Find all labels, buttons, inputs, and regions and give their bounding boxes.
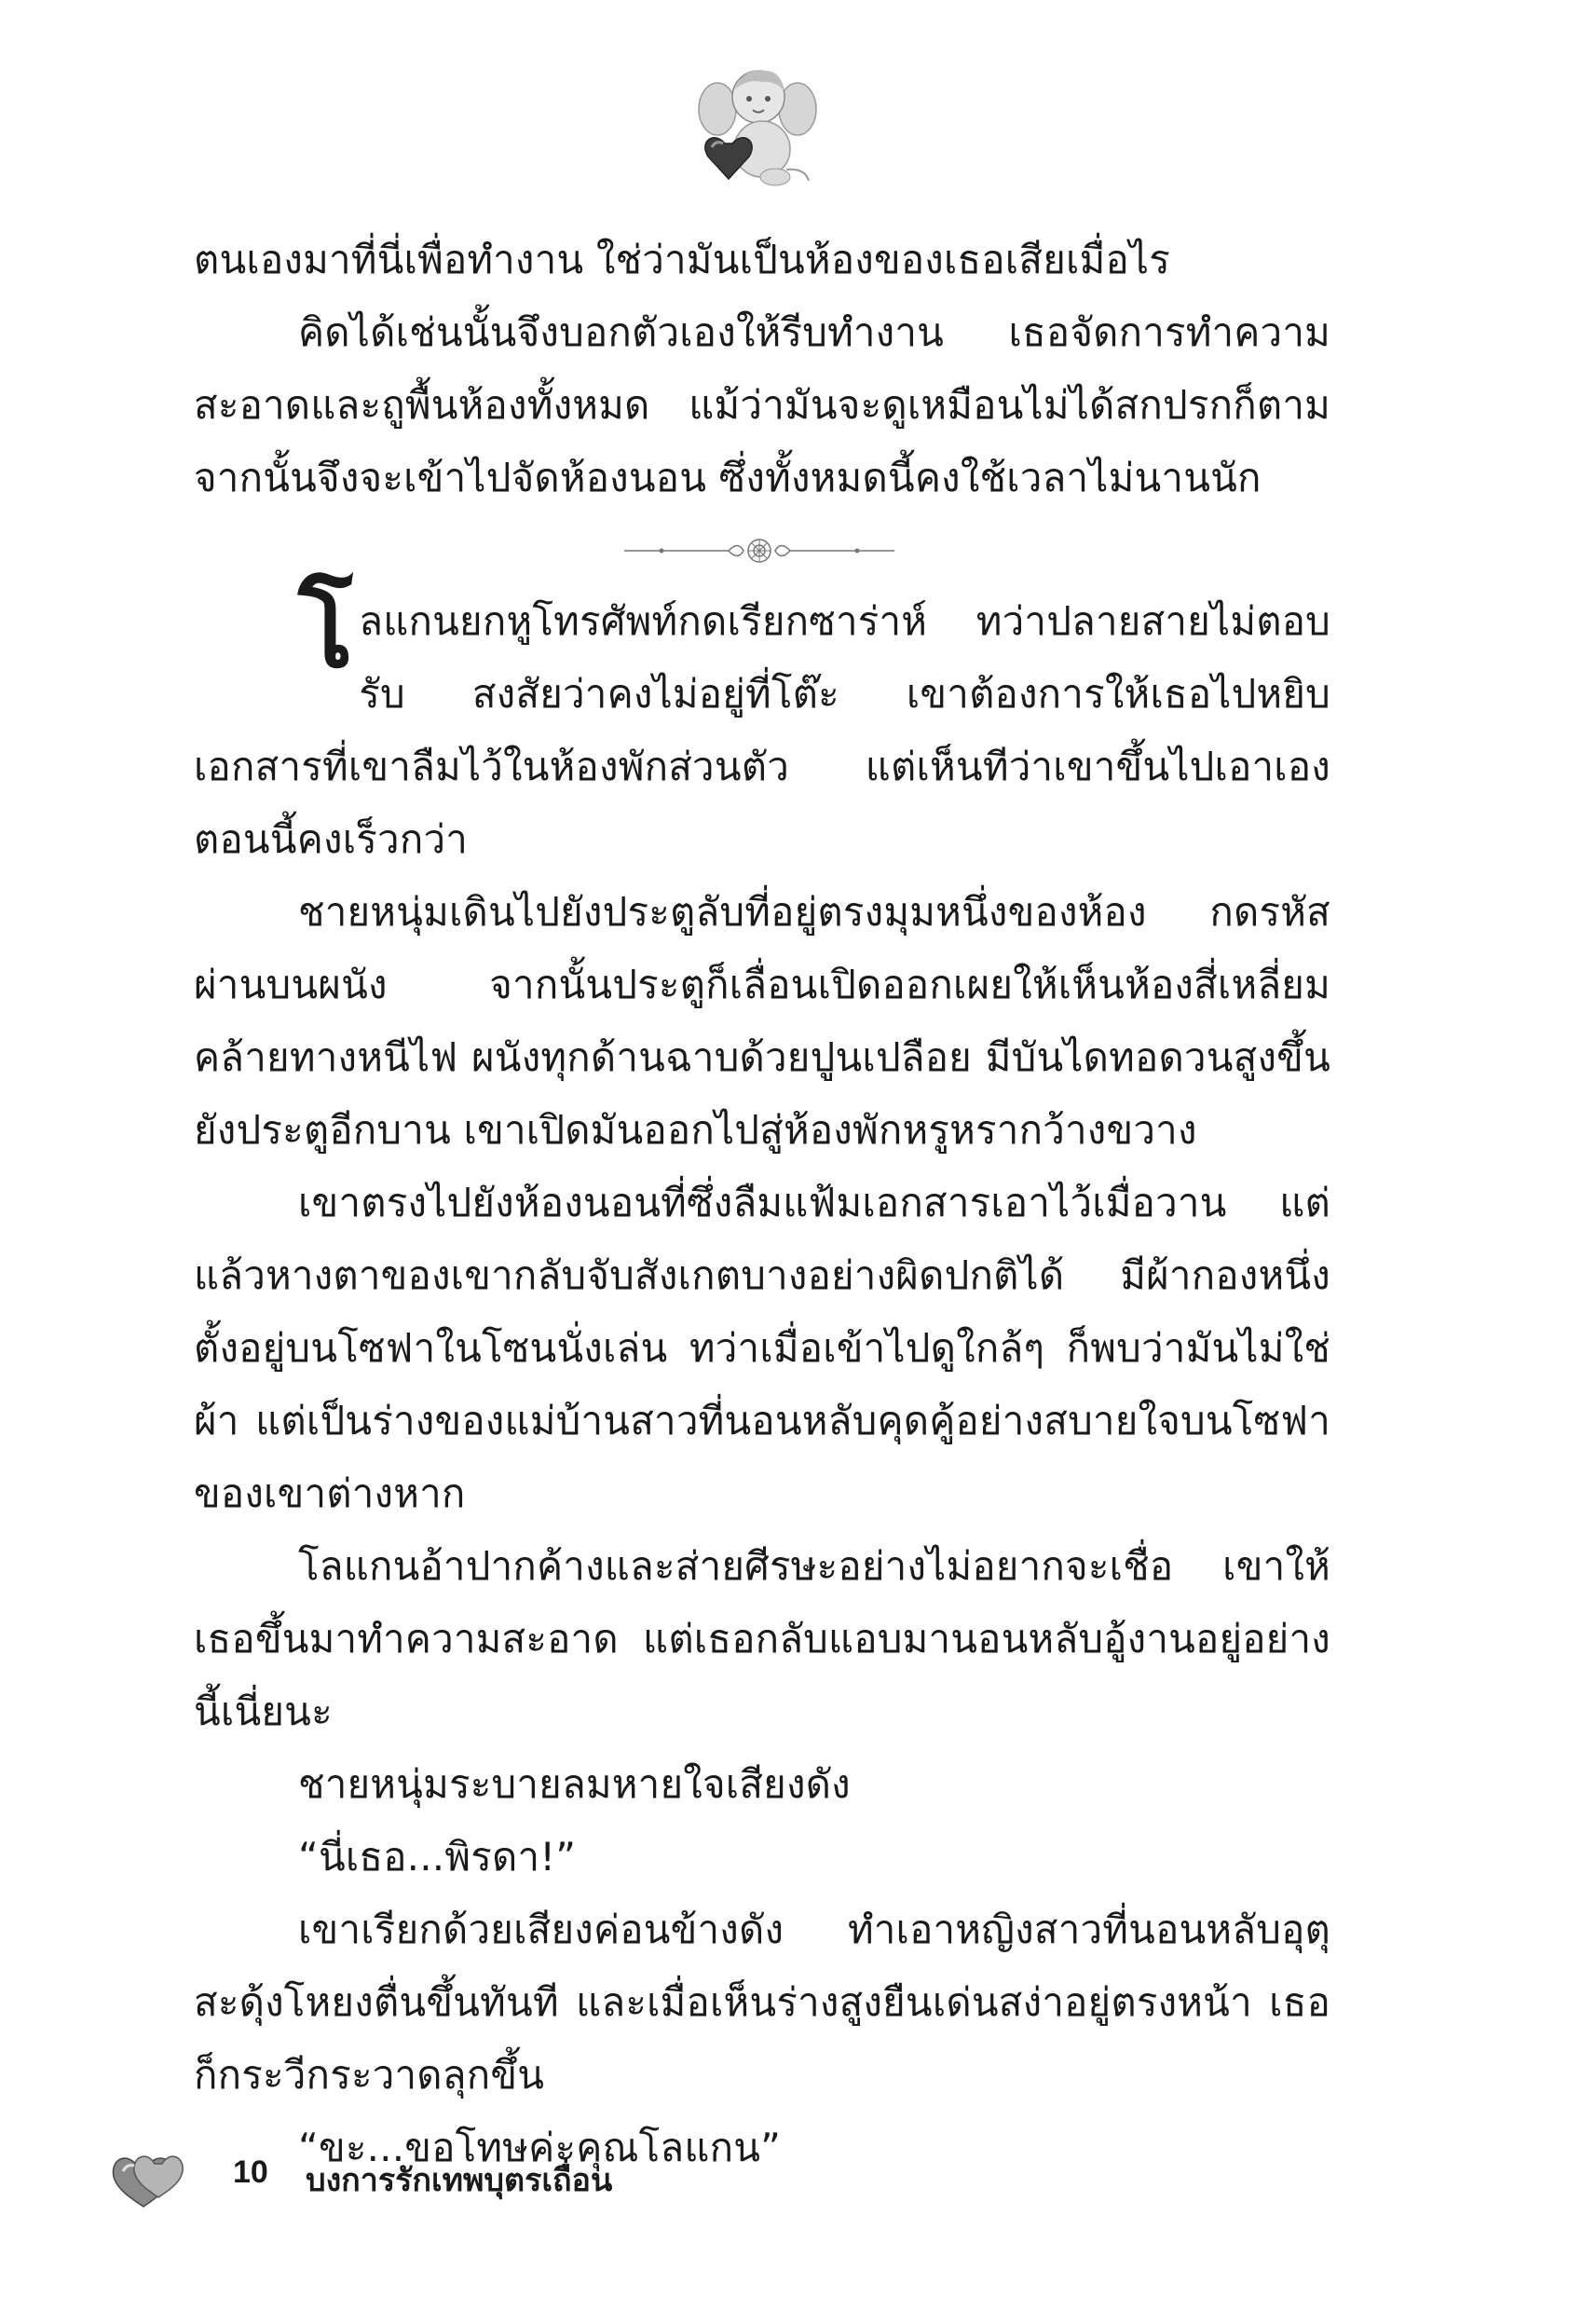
paragraph-4: เขาตรงไปยังห้องนอนที่ซึ่งลืมแฟ้มเอกสารเอาไว้เมื่อวาน แต่แล้วหางตาของเขากลับจับสังเกตบางอย่างผิดปกติได้ มีผ้ากองหนึ่งตั้งอยู่บนโซฟาในโซนนั่งเล่น ทว่าเมื่อเข้าไปดูใกล้ๆ ก็พบว่ามันไม่ใช่ผ้า แต่เป็นร่างของแม่บ้านสาวที่นอนหลับคุดคู้อย่างสบายใจบนโซฟาของเขาต่างหาก — [194, 1180, 1330, 1516]
paragraph-5: โลแกนอ้าปากค้างและส่ายศีรษะอย่างไม่อยากจะเชื่อ เขาให้เธอขึ้นมาทำความสะอาด แต่เธอกลับแอบมานอนหลับอู้งานอยู่อย่างนี้เนี่ยนะ — [194, 1543, 1330, 1734]
text-block-section-2 — [194, 570, 1330, 2184]
cherub-heart-icon — [697, 58, 818, 198]
page-footer — [110, 2143, 855, 2218]
text-block-top — [194, 224, 1330, 514]
paragraph-dropcap — [194, 570, 1330, 876]
book-title: บงการรักเทพบุตรเถื่อน — [306, 2163, 613, 2198]
page-number: 10 — [233, 2154, 268, 2190]
paragraph-dropcap-text: ลแกนยกหูโทรศัพท์กดเรียกซาร่าห์ ทว่าปลายสายไม่ตอบรับ สงสัยว่าคงไม่อยู่ที่โต๊ะ เขาต้องการให้เธอไปหยิบเอกสารที่เขาลืมไว้ในห้องพักส่วนตัว แต่เห็นทีว่าเขาขึ้นไปเอาเองตอนนี้คงเร็วกว่า — [194, 598, 1330, 862]
paragraph-9: “ขะ...ขอโทษค่ะคุณโลแกน” — [298, 2125, 782, 2170]
paragraph-2: คิดได้เช่นนั้นจึงบอกตัวเองให้รีบทำงาน เธอจัดการทำความสะอาดและถูพื้นห้องทั้งหมด แม้ว่ามันจะดูเหมือนไม่ได้สกปรกก็ตาม จากนั้นจึงจะเข้าไปจัดห้องนอน ซึ่งทั้งหมดนี้คงใช้เวลาไม่นานนัก — [194, 309, 1330, 500]
paragraph-6: ชายหนุ่มระบายลมหายใจเสียงดัง — [298, 1761, 851, 1807]
paragraph-1: ตนเองมาที่นี่เพื่อทำงาน ใช่ว่ามันเป็นห้องของเธอเสียเมื่อไร — [194, 237, 1170, 282]
paragraph-7: “นี่เธอ...พิรดา!” — [298, 1834, 577, 1880]
paragraph-3: ชายหนุ่มเดินไปยังประตูลับที่อยู่ตรงมุมหนึ่งของห้อง กดรหัสผ่านบนผนัง จากนั้นประตูก็เลื่อนเปิดออกเผยให้เห็นห้องสี่เหลี่ยมคล้ายทางหนีไฟ ผนังทุกด้านฉาบด้วยปูนเปลือย มีบันไดทอดวนสูงขึ้นยังประตูอีกบาน เขาเปิดมันออกไปสู่ห้องพักหรูหรากว้างขวาง — [194, 889, 1330, 1153]
hearts-icon — [110, 2143, 194, 2210]
paragraph-8: เขาเรียกด้วยเสียงค่อนข้างดัง ทำเอาหญิงสาวที่นอนหลับอุตุสะดุ้งโหยงตื่นขึ้นทันที และเมื่อเห็นร่างสูงยืนเด่นสง่าอยู่ตรงหน้า เธอก็กระวีกระวาดลุกขึ้น — [194, 1907, 1330, 2098]
dropcap-letter: โ — [298, 570, 354, 691]
divider-ornament-icon — [624, 527, 894, 574]
